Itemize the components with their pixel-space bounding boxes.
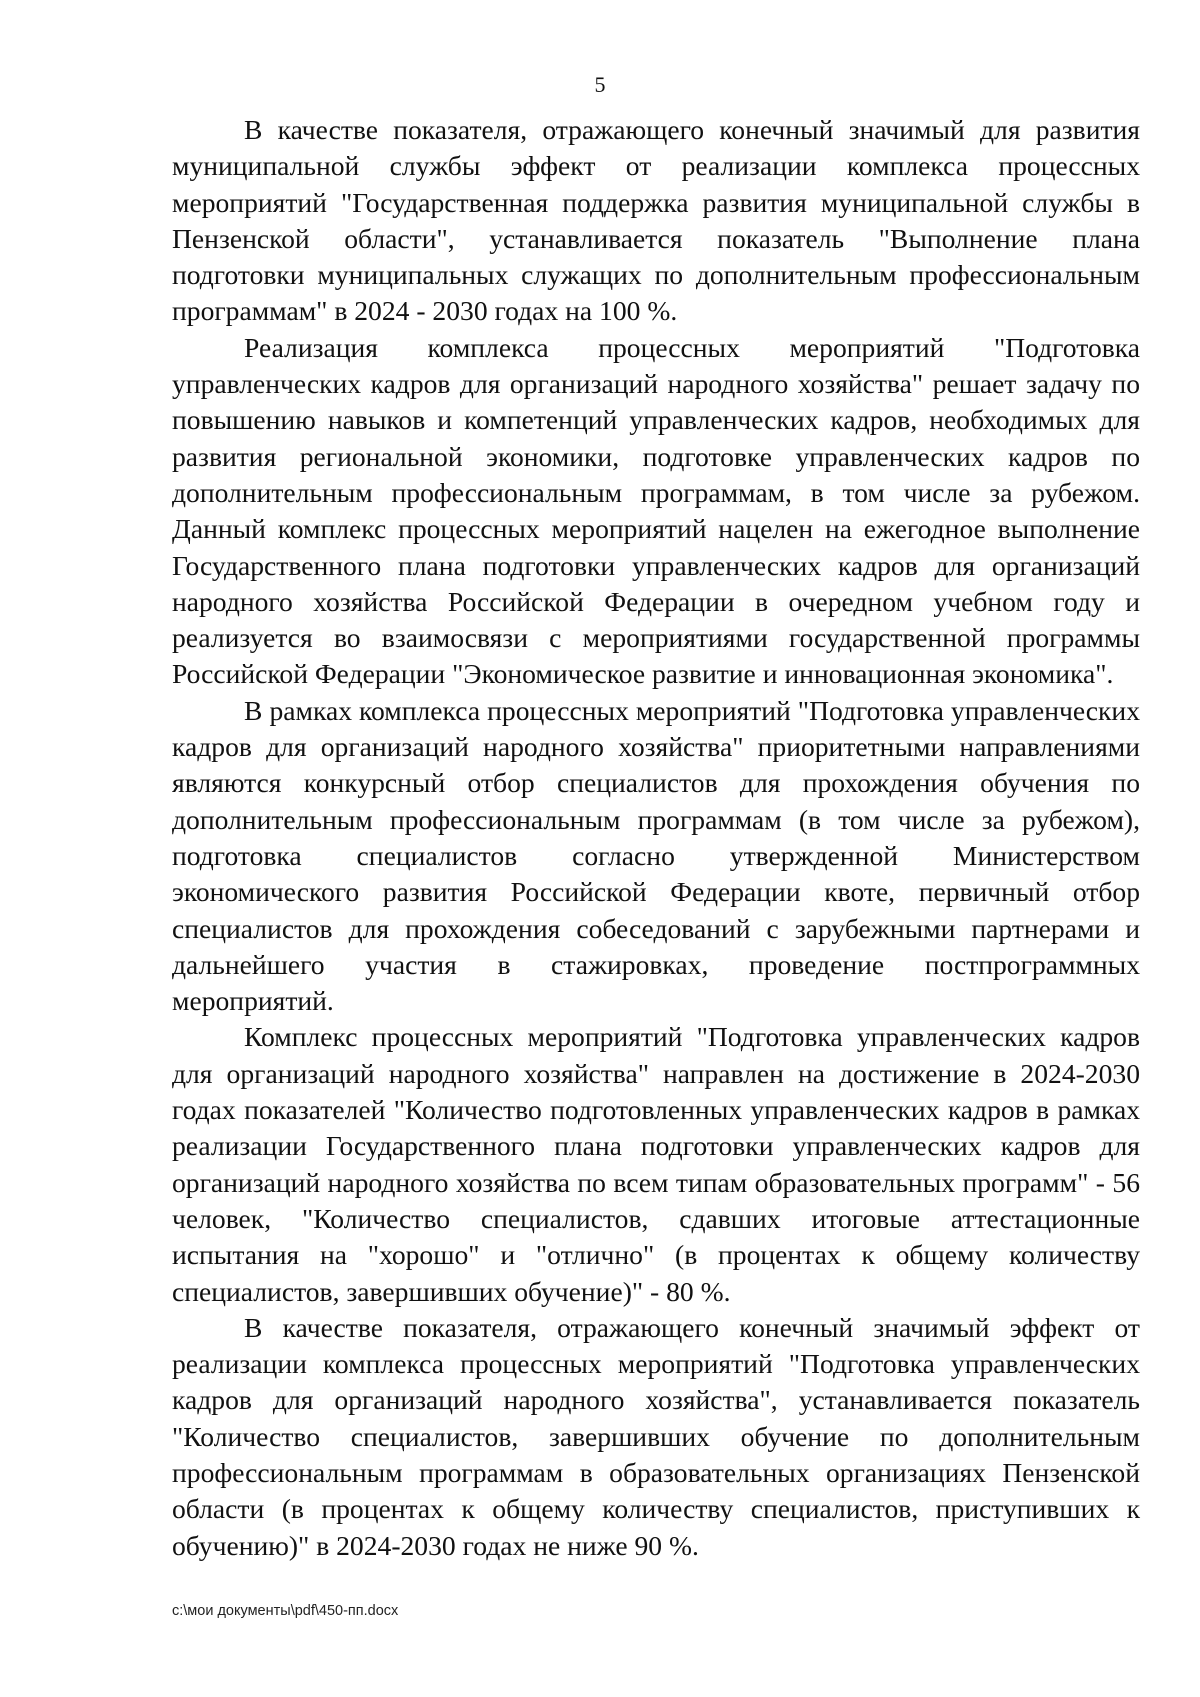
document-body [172, 112, 1140, 1564]
paragraph-final-effect-indicator: В качестве показателя, отражающего конечный значимый эффект от реализации комплекса процессных мероприятий "Подготовка управленческих кадров для организаций народного хозяйства", устанавливается показатель "Количество специалистов, завершивших обучение по дополнительным профессиональным программам в образовательных организациях Пензенской области (в процентах к общему количеству специалистов, приступивших к обучению)" в 2024-2030 годах не ниже 90 %. [172, 1311, 1140, 1561]
paragraph-target-indicators: Комплекс процессных мероприятий "Подготовка управленческих кадров для организаций народного хозяйства" направлен на достижение в 2024-2030 годах показателей "Количество подготовленных управленческих кадров в рамках реализации Государственного плана подготовки управленческих кадров для организаций народного хозяйства по всем типам образовательных программ" - 56 человек, "Количество специалистов, сдавших итоговые аттестационные испытания на "хорошо" и "отлично" (в процентах к общему количеству специалистов, завершивших обучение)" - 80 %. [172, 1021, 1140, 1307]
paragraph-management-training-objective: Реализация комплекса процессных мероприятий "Подготовка управленческих кадров для организаций народного хозяйства" решает задачу по повышению навыков и компетенций управленческих кадров, необходимых для развития региональной экономики, подготовке управленческих кадров по дополнительным профессиональным программам, в том числе за рубежом. Данный комплекс процессных мероприятий нацелен на ежегодное выполнение Государственного плана подготовки управленческих кадров для организаций народного хозяйства Российской Федерации в очередном учебном году и реализуется во взаимосвязи с мероприятиями государственной программы Российской Федерации "Экономическое развитие и инновационная экономика". [172, 331, 1140, 690]
paragraph-municipal-service-indicator: В качестве показателя, отражающего конечный значимый для развития муниципальной службы эффект от реализации комплекса процессных мероприятий "Государственная поддержка развития муниципальной службы в Пензенской области", устанавливается показатель "Выполнение плана подготовки муниципальных служащих по дополнительным профессиональным программам" в 2024 - 2030 годах на 100 %. [172, 114, 1140, 327]
paragraph-priority-directions: В рамках комплекса процессных мероприятий "Подготовка управленческих кадров для организаций народного хозяйства" приоритетными направлениями являются конкурсный отбор специалистов для прохождения обучения по дополнительным профессиональным программам (в том числе за рубежом), подготовка специалистов согласно утвержденной Министерством экономического развития Российской Федерации квоте, первичный отбор специалистов для прохождения собеседований с зарубежными партнерами и дальнейшего участия в стажировках, проведение постпрограммных мероприятий. [172, 694, 1140, 1017]
footer-file-path: c:\мои документы\pdf\450-пп.docx [172, 1603, 399, 1619]
page-number: 5 [594, 72, 606, 97]
